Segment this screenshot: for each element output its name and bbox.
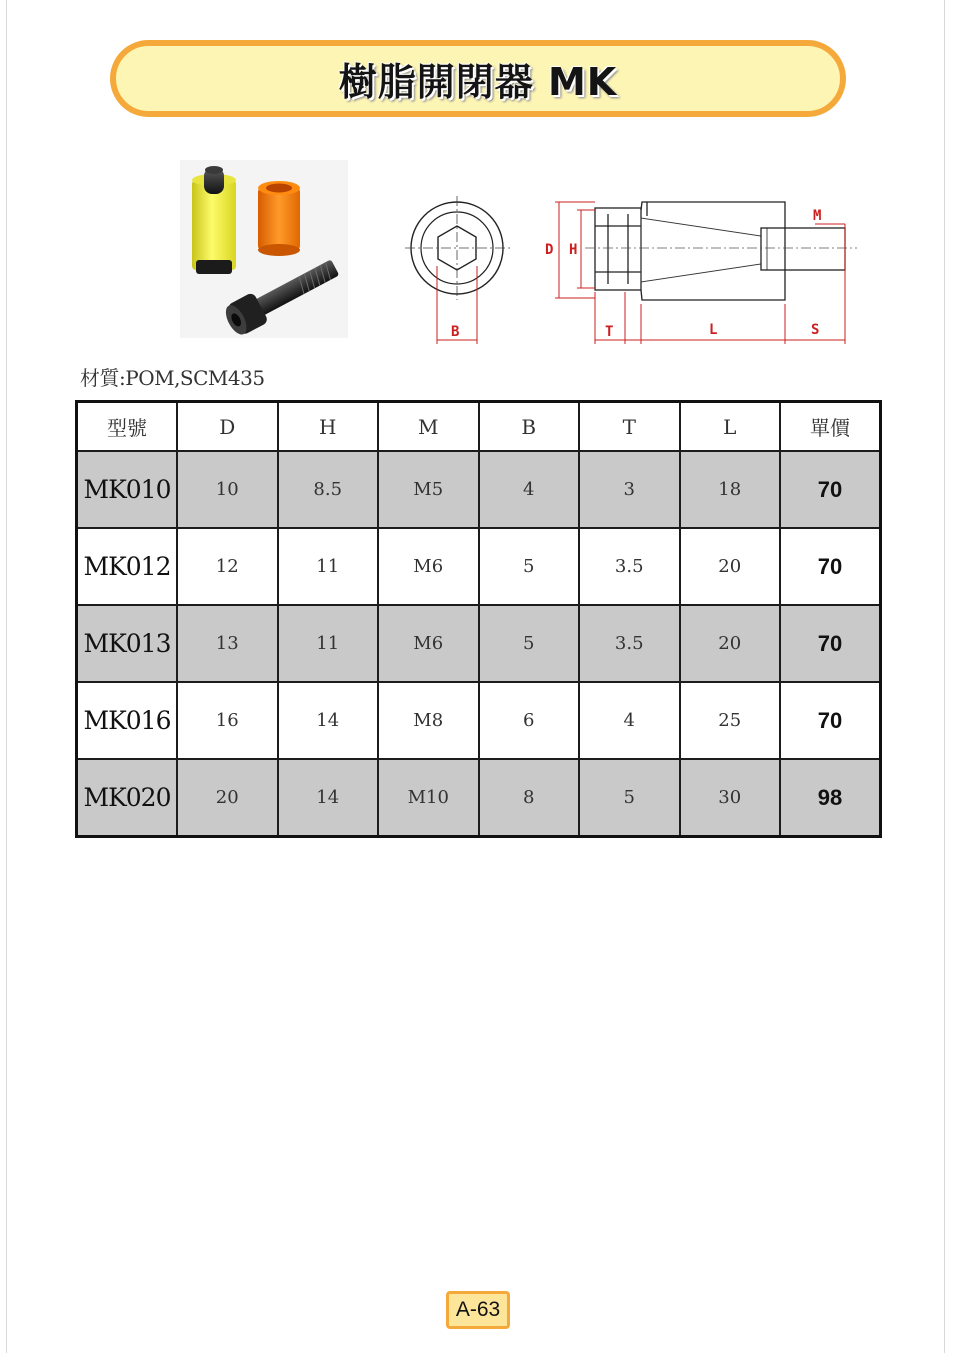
cell-t: 4 bbox=[579, 682, 680, 759]
table-row bbox=[77, 605, 881, 682]
cell-t: 3.5 bbox=[579, 528, 680, 605]
header-d: D bbox=[177, 402, 278, 452]
orange-sleeve bbox=[258, 181, 300, 256]
technical-drawing bbox=[395, 188, 865, 348]
cell-model: MK020 bbox=[77, 759, 178, 837]
cell-h: 11 bbox=[278, 528, 379, 605]
cell-h: 11 bbox=[278, 605, 379, 682]
product-photo bbox=[180, 160, 348, 338]
cell-l: 30 bbox=[680, 759, 781, 837]
header-m: M bbox=[378, 402, 479, 452]
cell-m: M8 bbox=[378, 682, 479, 759]
cell-l: 20 bbox=[680, 528, 781, 605]
table-row bbox=[77, 528, 881, 605]
title-banner bbox=[110, 40, 846, 117]
header-l: L bbox=[680, 402, 781, 452]
cell-l: 18 bbox=[680, 451, 781, 528]
header-t: T bbox=[579, 402, 680, 452]
cell-model: MK012 bbox=[77, 528, 178, 605]
cell-m: M10 bbox=[378, 759, 479, 837]
cell-b: 4 bbox=[479, 451, 580, 528]
cell-m: M6 bbox=[378, 528, 479, 605]
cell-d: 10 bbox=[177, 451, 278, 528]
cell-h: 8.5 bbox=[278, 451, 379, 528]
cell-t: 3.5 bbox=[579, 605, 680, 682]
label-d: D bbox=[545, 242, 554, 258]
cell-t: 3 bbox=[579, 451, 680, 528]
cell-d: 13 bbox=[177, 605, 278, 682]
cell-price: 98 bbox=[780, 759, 881, 837]
label-s: S bbox=[811, 322, 820, 338]
table-row bbox=[77, 451, 881, 528]
cell-m: M6 bbox=[378, 605, 479, 682]
label-b: B bbox=[451, 324, 460, 340]
page-number: A-63 bbox=[446, 1291, 510, 1329]
header-h: H bbox=[278, 402, 379, 452]
cell-price: 70 bbox=[780, 605, 881, 682]
label-l: L bbox=[709, 322, 718, 338]
spec-table bbox=[75, 400, 882, 838]
cell-b: 6 bbox=[479, 682, 580, 759]
label-h: H bbox=[569, 242, 578, 258]
cell-t: 5 bbox=[579, 759, 680, 837]
header-model: 型號 bbox=[77, 402, 178, 452]
label-t: T bbox=[605, 324, 614, 340]
end-view bbox=[405, 196, 511, 300]
header-b: B bbox=[479, 402, 580, 452]
yellow-closer-body bbox=[192, 166, 236, 274]
cell-b: 8 bbox=[479, 759, 580, 837]
cell-d: 20 bbox=[177, 759, 278, 837]
cell-h: 14 bbox=[278, 759, 379, 837]
cell-b: 5 bbox=[479, 605, 580, 682]
cell-model: MK013 bbox=[77, 605, 178, 682]
material-note: 材質:POM,SCM435 bbox=[80, 366, 265, 390]
label-m: M bbox=[813, 208, 822, 224]
cell-l: 25 bbox=[680, 682, 781, 759]
table-row bbox=[77, 759, 881, 837]
table-row bbox=[77, 682, 881, 759]
cell-h: 14 bbox=[278, 682, 379, 759]
cell-price: 70 bbox=[780, 451, 881, 528]
table-header-row bbox=[77, 402, 881, 452]
cell-model: MK016 bbox=[77, 682, 178, 759]
cell-b: 5 bbox=[479, 528, 580, 605]
cell-price: 70 bbox=[780, 528, 881, 605]
cell-m: M5 bbox=[378, 451, 479, 528]
header-price: 單價 bbox=[780, 402, 881, 452]
cell-price: 70 bbox=[780, 682, 881, 759]
cell-d: 12 bbox=[177, 528, 278, 605]
cell-model: MK010 bbox=[77, 451, 178, 528]
cell-l: 20 bbox=[680, 605, 781, 682]
cell-d: 16 bbox=[177, 682, 278, 759]
page-title: 樹脂開閉器 MK bbox=[338, 60, 618, 104]
